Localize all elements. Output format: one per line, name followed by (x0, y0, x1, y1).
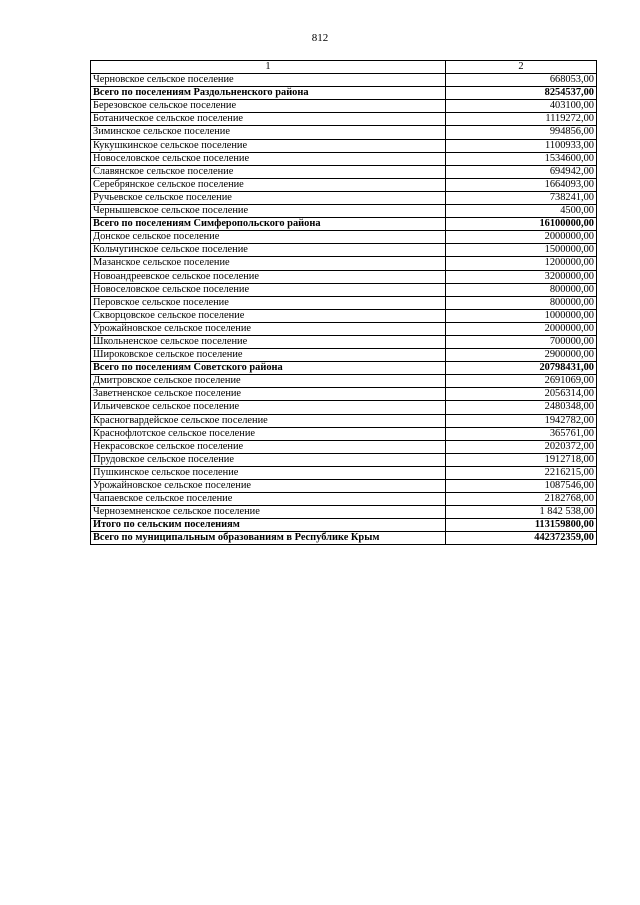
total-row (91, 532, 597, 545)
settlement-name: Прудовское сельское поселение (91, 453, 446, 466)
table-row (91, 126, 597, 139)
table-row (91, 466, 597, 479)
amount-value: 4500,00 (446, 205, 597, 218)
table-row (91, 440, 597, 453)
table-row (91, 427, 597, 440)
amount-value: 1119272,00 (446, 113, 597, 126)
settlement-name: Ильичевское сельское поселение (91, 401, 446, 414)
amount-value: 1087546,00 (446, 480, 597, 493)
amount-value: 994856,00 (446, 126, 597, 139)
table-row (91, 335, 597, 348)
amount-value: 442372359,00 (446, 532, 597, 545)
settlement-name: Перовское сельское поселение (91, 296, 446, 309)
total-row (91, 519, 597, 532)
amount-value: 1534600,00 (446, 152, 597, 165)
settlement-name: Ботаническое сельское поселение (91, 113, 446, 126)
settlement-name: Чернышевское сельское поселение (91, 205, 446, 218)
settlement-name: Всего по муниципальным образованиям в Республике Крым (91, 532, 446, 545)
table-row (91, 191, 597, 204)
table-row (91, 375, 597, 388)
table-row (91, 244, 597, 257)
amount-value: 1100933,00 (446, 139, 597, 152)
amount-value: 700000,00 (446, 335, 597, 348)
table-row (91, 349, 597, 362)
table-row (91, 74, 597, 87)
amount-value: 2000000,00 (446, 231, 597, 244)
table-row (91, 401, 597, 414)
table-row (91, 309, 597, 322)
total-row (91, 218, 597, 231)
amount-value: 2216215,00 (446, 466, 597, 479)
settlement-name: Кукушкинское сельское поселение (91, 139, 446, 152)
settlement-name: Скворцовское сельское поселение (91, 309, 446, 322)
budget-table (90, 60, 597, 545)
amount-value: 1500000,00 (446, 244, 597, 257)
table-row (91, 165, 597, 178)
table-row (91, 100, 597, 113)
settlement-name: Донское сельское поселение (91, 231, 446, 244)
settlement-name: Черновское сельское поселение (91, 74, 446, 87)
settlement-name: Чапаевское сельское поселение (91, 493, 446, 506)
settlement-name: Широковское сельское поселение (91, 349, 446, 362)
settlement-name: Березовское сельское поселение (91, 100, 446, 113)
settlement-name: Славянское сельское поселение (91, 165, 446, 178)
table-row (91, 152, 597, 165)
settlement-name: Некрасовское сельское поселение (91, 440, 446, 453)
table-row (91, 506, 597, 519)
amount-value: 668053,00 (446, 74, 597, 87)
amount-value: 403100,00 (446, 100, 597, 113)
amount-value: 2182768,00 (446, 493, 597, 506)
amount-value: 2000000,00 (446, 322, 597, 335)
settlement-name: Мазанское сельское поселение (91, 257, 446, 270)
amount-value: 3200000,00 (446, 270, 597, 283)
settlement-name: Черноземненское сельское поселение (91, 506, 446, 519)
table-row (91, 388, 597, 401)
amount-value: 1664093,00 (446, 178, 597, 191)
settlement-name: Урожайновское сельское поселение (91, 322, 446, 335)
table-row (91, 453, 597, 466)
table-row (91, 296, 597, 309)
settlement-name: Урожайновское сельское поселение (91, 480, 446, 493)
amount-value: 2056314,00 (446, 388, 597, 401)
table-row (91, 113, 597, 126)
settlement-name: Всего по поселениям Советского района (91, 362, 446, 375)
amount-value: 1200000,00 (446, 257, 597, 270)
amount-value: 365761,00 (446, 427, 597, 440)
amount-value: 20798431,00 (446, 362, 597, 375)
settlement-name: Дмитровское сельское поселение (91, 375, 446, 388)
amount-value: 2691069,00 (446, 375, 597, 388)
amount-value: 2480348,00 (446, 401, 597, 414)
total-row (91, 87, 597, 100)
settlement-name: Зиминское сельское поселение (91, 126, 446, 139)
table-row (91, 414, 597, 427)
amount-value: 1 842 538,00 (446, 506, 597, 519)
settlement-name: Новоселовское сельское поселение (91, 283, 446, 296)
column-header-value: 2 (446, 61, 597, 74)
header-row (91, 61, 597, 74)
table-row (91, 257, 597, 270)
amount-value: 2020372,00 (446, 440, 597, 453)
amount-value: 800000,00 (446, 283, 597, 296)
amount-value: 113159800,00 (446, 519, 597, 532)
amount-value: 1000000,00 (446, 309, 597, 322)
settlement-name: Школьненское сельское поселение (91, 335, 446, 348)
table-row (91, 178, 597, 191)
settlement-name: Серебрянское сельское поселение (91, 178, 446, 191)
table-row (91, 322, 597, 335)
settlement-name: Краснофлотское сельское поселение (91, 427, 446, 440)
settlement-name: Всего по поселениям Симферопольского района (91, 218, 446, 231)
table-row (91, 139, 597, 152)
total-row (91, 362, 597, 375)
table-row (91, 270, 597, 283)
settlement-name: Всего по поселениям Раздольненского района (91, 87, 446, 100)
settlement-name: Красногвардейское сельское поселение (91, 414, 446, 427)
page-number: 812 (311, 32, 329, 44)
settlement-name: Заветненское сельское поселение (91, 388, 446, 401)
settlement-name: Кольчугинское сельское поселение (91, 244, 446, 257)
table-row (91, 283, 597, 296)
amount-value: 8254537,00 (446, 87, 597, 100)
table-row (91, 231, 597, 244)
table-row (91, 205, 597, 218)
amount-value: 800000,00 (446, 296, 597, 309)
table-row (91, 493, 597, 506)
settlement-name: Новоандреевское сельское поселение (91, 270, 446, 283)
amount-value: 2900000,00 (446, 349, 597, 362)
settlement-name: Ручьевское сельское поселение (91, 191, 446, 204)
column-header-name: 1 (91, 61, 446, 74)
settlement-name: Пушкинское сельское поселение (91, 466, 446, 479)
amount-value: 1912718,00 (446, 453, 597, 466)
table-row (91, 480, 597, 493)
settlement-name: Итого по сельским поселениям (91, 519, 446, 532)
amount-value: 16100000,00 (446, 218, 597, 231)
amount-value: 738241,00 (446, 191, 597, 204)
settlement-name: Новоселовское сельское поселение (91, 152, 446, 165)
amount-value: 1942782,00 (446, 414, 597, 427)
amount-value: 694942,00 (446, 165, 597, 178)
